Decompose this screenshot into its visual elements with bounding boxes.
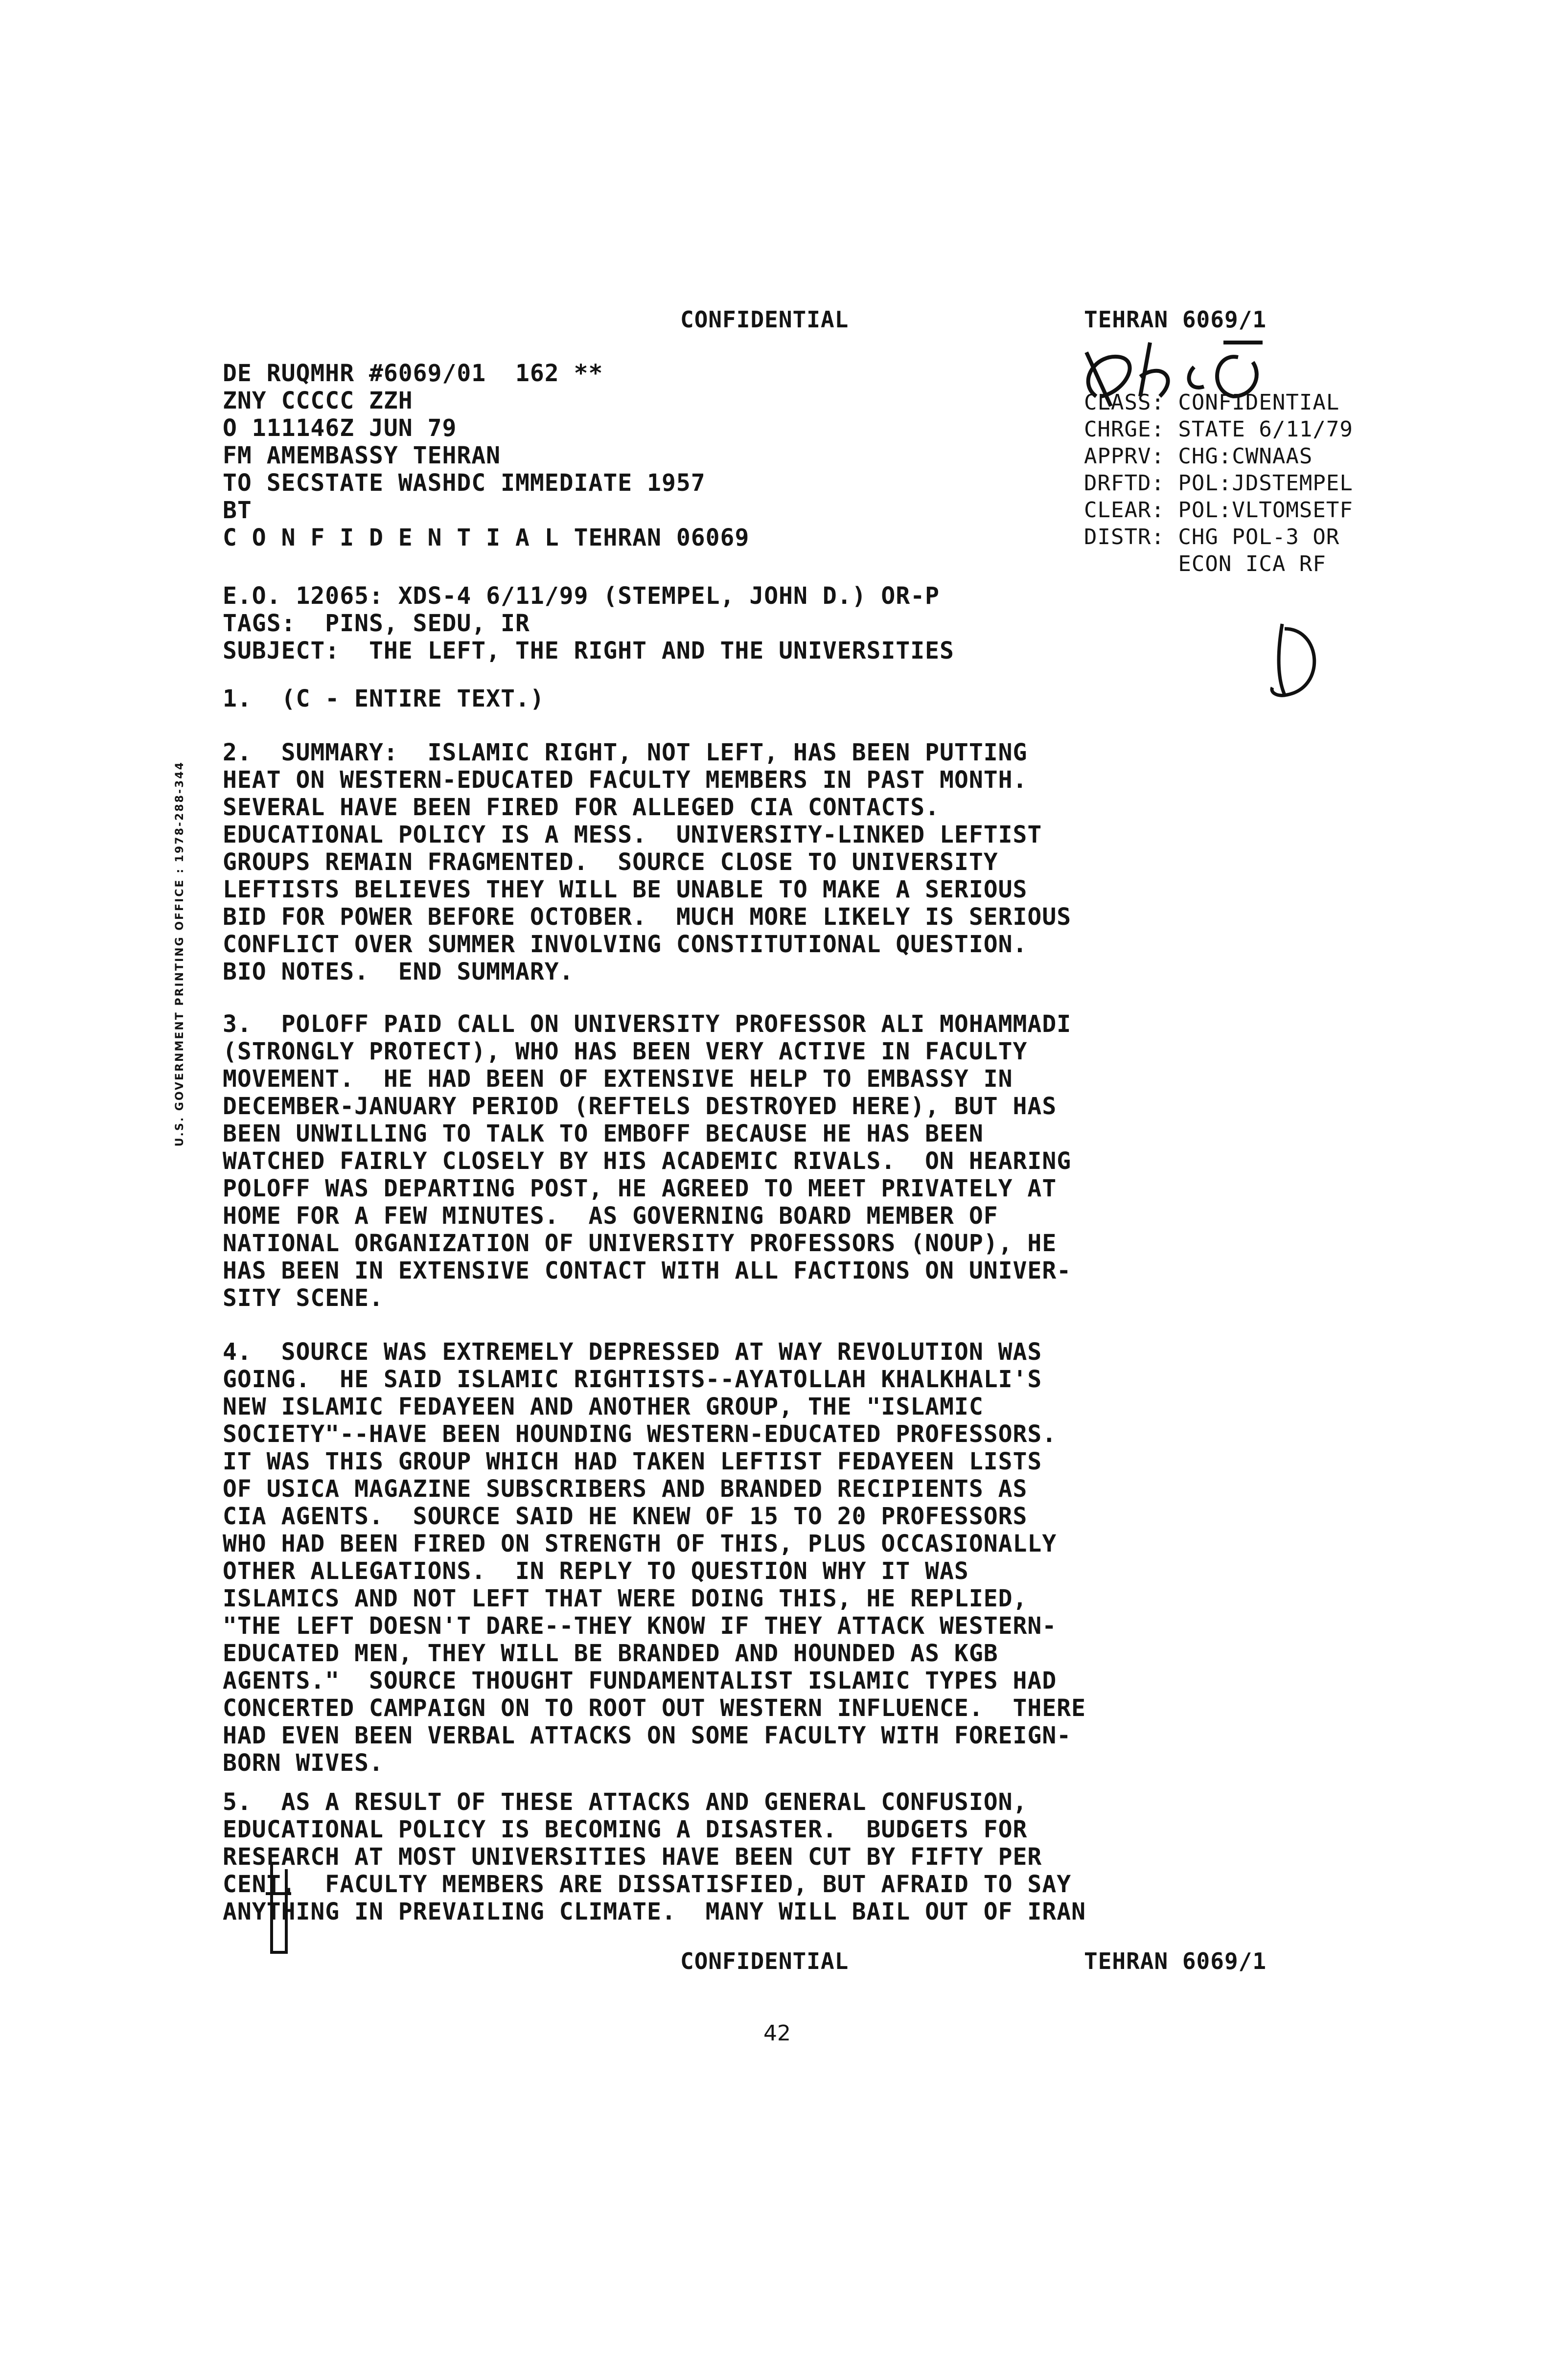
text-line: 5. AS A RESULT OF THESE ATTACKS AND GENERAL CONFUSION, — [223, 1788, 1028, 1816]
pen-bracket-mark — [262, 1859, 296, 1957]
distribution-block — [1084, 389, 1353, 577]
text-line: 1. (C - ENTIRE TEXT.) — [223, 685, 545, 712]
routing-line: O 111146Z JUN 79 — [223, 414, 457, 442]
text-line: OTHER ALLEGATIONS. IN REPLY TO QUESTION WHY IT WAS — [223, 1557, 969, 1585]
routing-line: FM AMEMBASSY TEHRAN — [223, 442, 501, 469]
text-line: EDUCATED MEN, THEY WILL BE BRANDED AND HOUNDED AS KGB — [223, 1640, 998, 1667]
text-line: EDUCATIONAL POLICY IS BECOMING A DISASTER. BUDGETS FOR — [223, 1816, 1028, 1843]
telegram-reference-top: TEHRAN 6069/1 — [1084, 306, 1267, 333]
text-line: IT WAS THIS GROUP WHICH HAD TAKEN LEFTIST FEDAYEEN LISTS — [223, 1448, 1042, 1475]
text-line: BORN WIVES. — [223, 1749, 384, 1777]
telegram-reference-bottom: TEHRAN 6069/1 — [1084, 1948, 1267, 1974]
text-line: 4. SOURCE WAS EXTREMELY DEPRESSED AT WAY REVOLUTION WAS — [223, 1338, 1042, 1366]
paragraph-3 — [223, 1010, 1071, 1312]
text-line: POLOFF WAS DEPARTING POST, HE AGREED TO MEET PRIVATELY AT — [223, 1175, 1057, 1202]
tags-line: TAGS: PINS, SEDU, IR — [223, 610, 530, 637]
routing-line: DE RUQMHR #6069/01 162 ** — [223, 360, 603, 387]
distribution-line: ECON ICA RF — [1084, 551, 1326, 576]
distribution-line: APPRV: CHG:CWNAAS — [1084, 444, 1313, 469]
text-line: BID FOR POWER BEFORE OCTOBER. MUCH MORE LIKELY IS SERIOUS — [223, 903, 1072, 931]
text-line: WATCHED FAIRLY CLOSELY BY HIS ACADEMIC RIVALS. ON HEARING — [223, 1147, 1072, 1175]
routing-line: C O N F I D E N T I A L TEHRAN 06069 — [223, 524, 750, 551]
classification-header: CONFIDENTIAL — [680, 306, 849, 333]
text-line: AGENTS." SOURCE THOUGHT FUNDAMENTALIST ISLAMIC TYPES HAD — [223, 1667, 1057, 1694]
text-line: HEAT ON WESTERN-EDUCATED FACULTY MEMBERS IN PAST MONTH. — [223, 766, 1028, 794]
text-line: GOING. HE SAID ISLAMIC RIGHTISTS--AYATOLLAH KHALKHALI'S — [223, 1366, 1042, 1393]
text-line: EDUCATIONAL POLICY IS A MESS. UNIVERSITY-LINKED LEFTIST — [223, 821, 1042, 848]
distribution-line: CLEAR: POL:VLTOMSETF — [1084, 498, 1353, 523]
text-line: 2. SUMMARY: ISLAMIC RIGHT, NOT LEFT, HAS BEEN PUTTING — [223, 739, 1028, 766]
paragraph-5 — [223, 1788, 1086, 1925]
text-line: CIA AGENTS. SOURCE SAID HE KNEW OF 15 TO 20 PROFESSORS — [223, 1503, 1028, 1530]
text-line: MOVEMENT. HE HAD BEEN OF EXTENSIVE HELP TO EMBASSY IN — [223, 1065, 1013, 1093]
distribution-line: DRFTD: POL:JDSTEMPEL — [1084, 471, 1353, 496]
text-line: ISLAMICS AND NOT LEFT THAT WERE DOING THIS, HE REPLIED, — [223, 1585, 1028, 1612]
text-line: "THE LEFT DOESN'T DARE--THEY KNOW IF THEY ATTACK WESTERN- — [223, 1612, 1057, 1640]
text-line: HAS BEEN IN EXTENSIVE CONTACT WITH ALL FACTIONS ON UNIVER- — [223, 1257, 1072, 1284]
text-line: RESEARCH AT MOST UNIVERSITIES HAVE BEEN CUT BY FIFTY PER — [223, 1843, 1042, 1871]
distribution-line: CHRGE: STATE 6/11/79 — [1084, 417, 1353, 442]
paragraph-1 — [223, 685, 545, 712]
text-line: (STRONGLY PROTECT), WHO HAS BEEN VERY ACTIVE IN FACULTY — [223, 1038, 1028, 1065]
subject-line: SUBJECT: THE LEFT, THE RIGHT AND THE UNIVERSITIES — [223, 637, 954, 664]
text-line: LEFTISTS BELIEVES THEY WILL BE UNABLE TO MAKE A SERIOUS — [223, 876, 1028, 903]
text-line: BEEN UNWILLING TO TALK TO EMBOFF BECAUSE HE HAS BEEN — [223, 1120, 984, 1147]
routing-block — [223, 360, 749, 551]
text-line: CONCERTED CAMPAIGN ON TO ROOT OUT WESTERN INFLUENCE. THERE — [223, 1694, 1086, 1722]
paragraph-2 — [223, 739, 1071, 985]
text-line: CENT. FACULTY MEMBERS ARE DISSATISFIED, BUT AFRAID TO SAY — [223, 1871, 1072, 1898]
distribution-line: DISTR: CHG POL-3 OR — [1084, 525, 1340, 549]
text-line: ANYTHING IN PREVAILING CLIMATE. MANY WILL BAIL OUT OF IRAN — [223, 1898, 1086, 1925]
text-line: CONFLICT OVER SUMMER INVOLVING CONSTITUTIONAL QUESTION. — [223, 931, 1028, 958]
printing-office-imprint: U.S. GOVERNMENT PRINTING OFFICE : 1978-288-344 — [174, 761, 186, 1147]
page-number: 42 — [763, 2021, 791, 2046]
routing-line: ZNY CCCCC ZZH — [223, 387, 413, 414]
paragraph-4 — [223, 1338, 1086, 1777]
distribution-line: CLASS: CONFIDENTIAL — [1084, 390, 1340, 415]
text-line: OF USICA MAGAZINE SUBSCRIBERS AND BRANDED RECIPIENTS AS — [223, 1475, 1028, 1503]
text-line: HOME FOR A FEW MINUTES. AS GOVERNING BOARD MEMBER OF — [223, 1202, 998, 1230]
text-line: SOCIETY"--HAVE BEEN HOUNDING WESTERN-EDUCATED PROFESSORS. — [223, 1420, 1057, 1448]
routing-line: TO SECSTATE WASHDC IMMEDIATE 1957 — [223, 469, 706, 497]
text-line: BIO NOTES. END SUMMARY. — [223, 958, 574, 985]
eo-line: E.O. 12065: XDS-4 6/11/99 (STEMPEL, JOHN D.) OR-P — [223, 582, 940, 610]
text-line: NEW ISLAMIC FEDAYEEN AND ANOTHER GROUP, THE "ISLAMIC — [223, 1393, 984, 1420]
handwritten-d-mark — [1263, 614, 1331, 707]
meta-block — [223, 582, 954, 664]
routing-line: BT — [223, 497, 252, 524]
text-line: NATIONAL ORGANIZATION OF UNIVERSITY PROFESSORS (NOUP), HE — [223, 1230, 1057, 1257]
classification-footer: CONFIDENTIAL — [680, 1948, 849, 1974]
text-line: SEVERAL HAVE BEEN FIRED FOR ALLEGED CIA CONTACTS. — [223, 794, 940, 821]
text-line: GROUPS REMAIN FRAGMENTED. SOURCE CLOSE TO UNIVERSITY — [223, 848, 998, 876]
text-line: DECEMBER-JANUARY PERIOD (REFTELS DESTROYED HERE), BUT HAS — [223, 1093, 1057, 1120]
text-line: SITY SCENE. — [223, 1284, 384, 1312]
text-line: WHO HAD BEEN FIRED ON STRENGTH OF THIS, PLUS OCCASIONALLY — [223, 1530, 1057, 1557]
text-line: HAD EVEN BEEN VERBAL ATTACKS ON SOME FACULTY WITH FOREIGN- — [223, 1722, 1072, 1749]
text-line: 3. POLOFF PAID CALL ON UNIVERSITY PROFESSOR ALI MOHAMMADI — [223, 1010, 1072, 1038]
